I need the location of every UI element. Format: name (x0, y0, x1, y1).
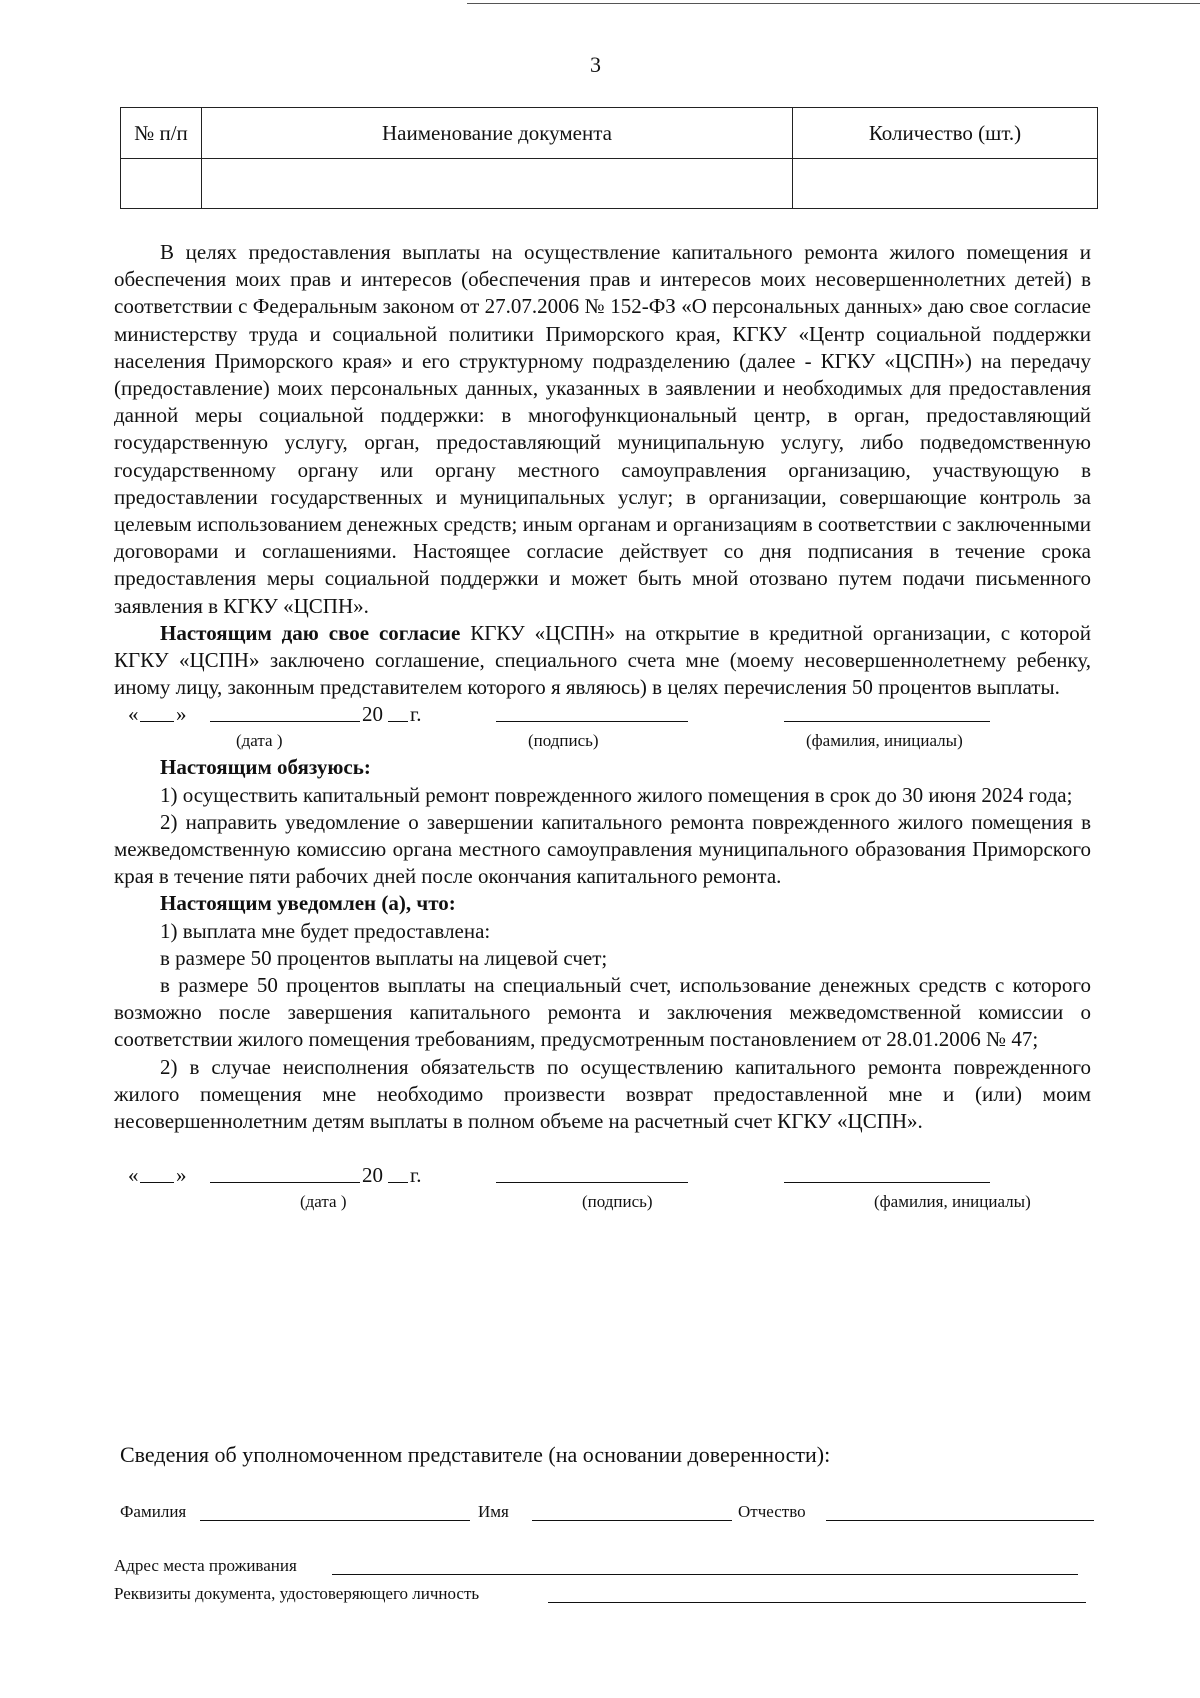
name-caption: (фамилия, инициалы) (874, 1192, 1031, 1212)
documents-table (120, 107, 1098, 209)
first-name-field[interactable] (532, 1520, 732, 1521)
id-document-field[interactable] (548, 1602, 1086, 1603)
table-cell[interactable] (202, 159, 793, 209)
table-cell[interactable] (121, 159, 202, 209)
name-caption: (фамилия, инициалы) (806, 731, 963, 751)
table-cell[interactable] (793, 159, 1098, 209)
signature-caption: (подпись) (528, 731, 599, 751)
patronymic-field[interactable] (826, 1520, 1094, 1521)
obligate-item-2: 2) направить уведомление о завершении капитального ремонта поврежденного жилого помещения в межведомственную комиссию органа местного самоуправления муниципального образования Приморского края в течение пяти рабочих дней после окончания капитального ремонта. (114, 809, 1091, 889)
notified-heading: Настоящим уведомлен (а), что: (160, 891, 456, 916)
date-caption: (дата ) (300, 1192, 347, 1212)
year-suffix: г. (410, 1163, 422, 1188)
date-quote-open: « (128, 702, 139, 727)
patronymic-label: Отчество (738, 1502, 806, 1521)
representative-heading: Сведения об уполномоченном представителе (на основании доверенности): (120, 1442, 831, 1467)
obligate-heading: Настоящим обязуюсь: (160, 755, 371, 780)
account-consent-bold: Настоящим даю свое согласие (160, 620, 461, 645)
year-prefix: 20 (362, 1163, 383, 1188)
year-prefix: 20 (362, 702, 383, 727)
first-name-label: Имя (478, 1502, 509, 1521)
notified-item-1b: в размере 50 процентов выплаты на специальный счет, использование денежных средств с которого возможно после завершения капитального ремонта и заключения межведомственной комиссии о соответствии жилого помещения требованиям, предусмотренным постановлением от 28.01.2006 № 47; (114, 973, 1091, 1052)
notified-item-1a: в размере 50 процентов выплаты на лицевой счет; (160, 945, 608, 970)
table-header-row (121, 108, 1098, 159)
year-suffix: г. (410, 702, 422, 727)
month-line[interactable] (210, 701, 360, 722)
signature-line[interactable] (496, 701, 688, 722)
name-line[interactable] (784, 701, 990, 722)
signature-line[interactable] (496, 1162, 688, 1183)
signature-caption: (подпись) (582, 1192, 653, 1212)
address-field[interactable] (332, 1574, 1078, 1575)
date-caption: (дата ) (236, 731, 283, 751)
page-number: 3 (590, 52, 601, 77)
year-line[interactable] (388, 1162, 408, 1183)
account-consent-text: КГКУ «ЦСПН» на открытие в кредитной организации, с которой КГКУ «ЦСПН» заключено соглашение, специального счета мне (моему несовершеннолетнему ребенку, иному лицу, законным представителем которого я являюсь) в целях перечисления 50 процентов выплаты. (114, 620, 1091, 700)
name-line[interactable] (784, 1162, 990, 1183)
col-name-header: Наименование документа (202, 108, 793, 159)
caption-row-1 (114, 728, 1091, 754)
date-quote-close: » (176, 702, 187, 727)
col-quantity-header: Количество (шт.) (793, 108, 1098, 159)
date-quote-close: » (176, 1163, 187, 1188)
caption-row-2 (114, 1189, 1091, 1215)
day-line[interactable] (140, 1162, 174, 1183)
address-label: Адрес места проживания (114, 1556, 297, 1575)
id-document-label: Реквизиты документа, удостоверяющего личность (114, 1584, 480, 1603)
date-quote-open: « (128, 1163, 139, 1188)
year-line[interactable] (388, 701, 408, 722)
signature-row-1 (114, 701, 1091, 728)
top-rule (467, 3, 1200, 4)
last-name-field[interactable] (200, 1520, 470, 1521)
table-row (121, 159, 1098, 209)
signature-row-2 (114, 1162, 1091, 1189)
notified-item-2: 2) в случае неисполнения обязательств по осуществлению капитального ремонта поврежденного жилого помещения мне необходимо произвести возврат предоставленной мне и (или) моим несовершеннолетним детям выплаты в полном объеме на расчетный счет КГКУ «ЦСПН». (114, 1054, 1091, 1134)
col-number-header: № п/п (121, 108, 202, 159)
day-line[interactable] (140, 701, 174, 722)
notified-item-1: 1) выплата мне будет предоставлена: (160, 918, 491, 943)
account-consent-paragraph (114, 620, 1091, 702)
month-line[interactable] (210, 1162, 360, 1183)
consent-paragraph: В целях предоставления выплаты на осуществление капитального ремонта жилого помещения и обеспечения моих прав и интересов (обеспечения прав и интересов моих несовершеннолетних детей) в соответствии с Федеральным законом от 27.07.2006 № 152-ФЗ «О персональных данных» даю свое согласие министерству труда и социальной политики Приморского края, КГКУ «Центр социальной поддержки населения Приморского края» и его структурному подразделению (далее - КГКУ «ЦСПН») на передачу (предоставление) моих персональных данных, указанных в заявлении и необходимых для предоставления данной меры социальной поддержки: в многофункциональный центр, в орган, предоставляющий государственную услугу, орган, предоставляющий муниципальную услугу, либо подведомственную государственному органу или органу местного самоуправления организацию, участвующую в предоставлении государственных и муниципальных услуг; в организации, совершающие контроль за целевым использованием денежных средств; иным органам и организациям в соответствии с заключенными договорами и соглашениями. Настоящее согласие действует со дня подписания в течение срока предоставления меры социальной поддержки и может быть мной отозвано путем подачи письменного заявления в КГКУ «ЦСПН». (114, 240, 1091, 618)
last-name-label: Фамилия (120, 1502, 187, 1521)
obligate-item-1: 1) осуществить капитальный ремонт поврежденного жилого помещения в срок до 30 июня 2024 года; (160, 782, 1073, 807)
document-body (114, 239, 1091, 1215)
